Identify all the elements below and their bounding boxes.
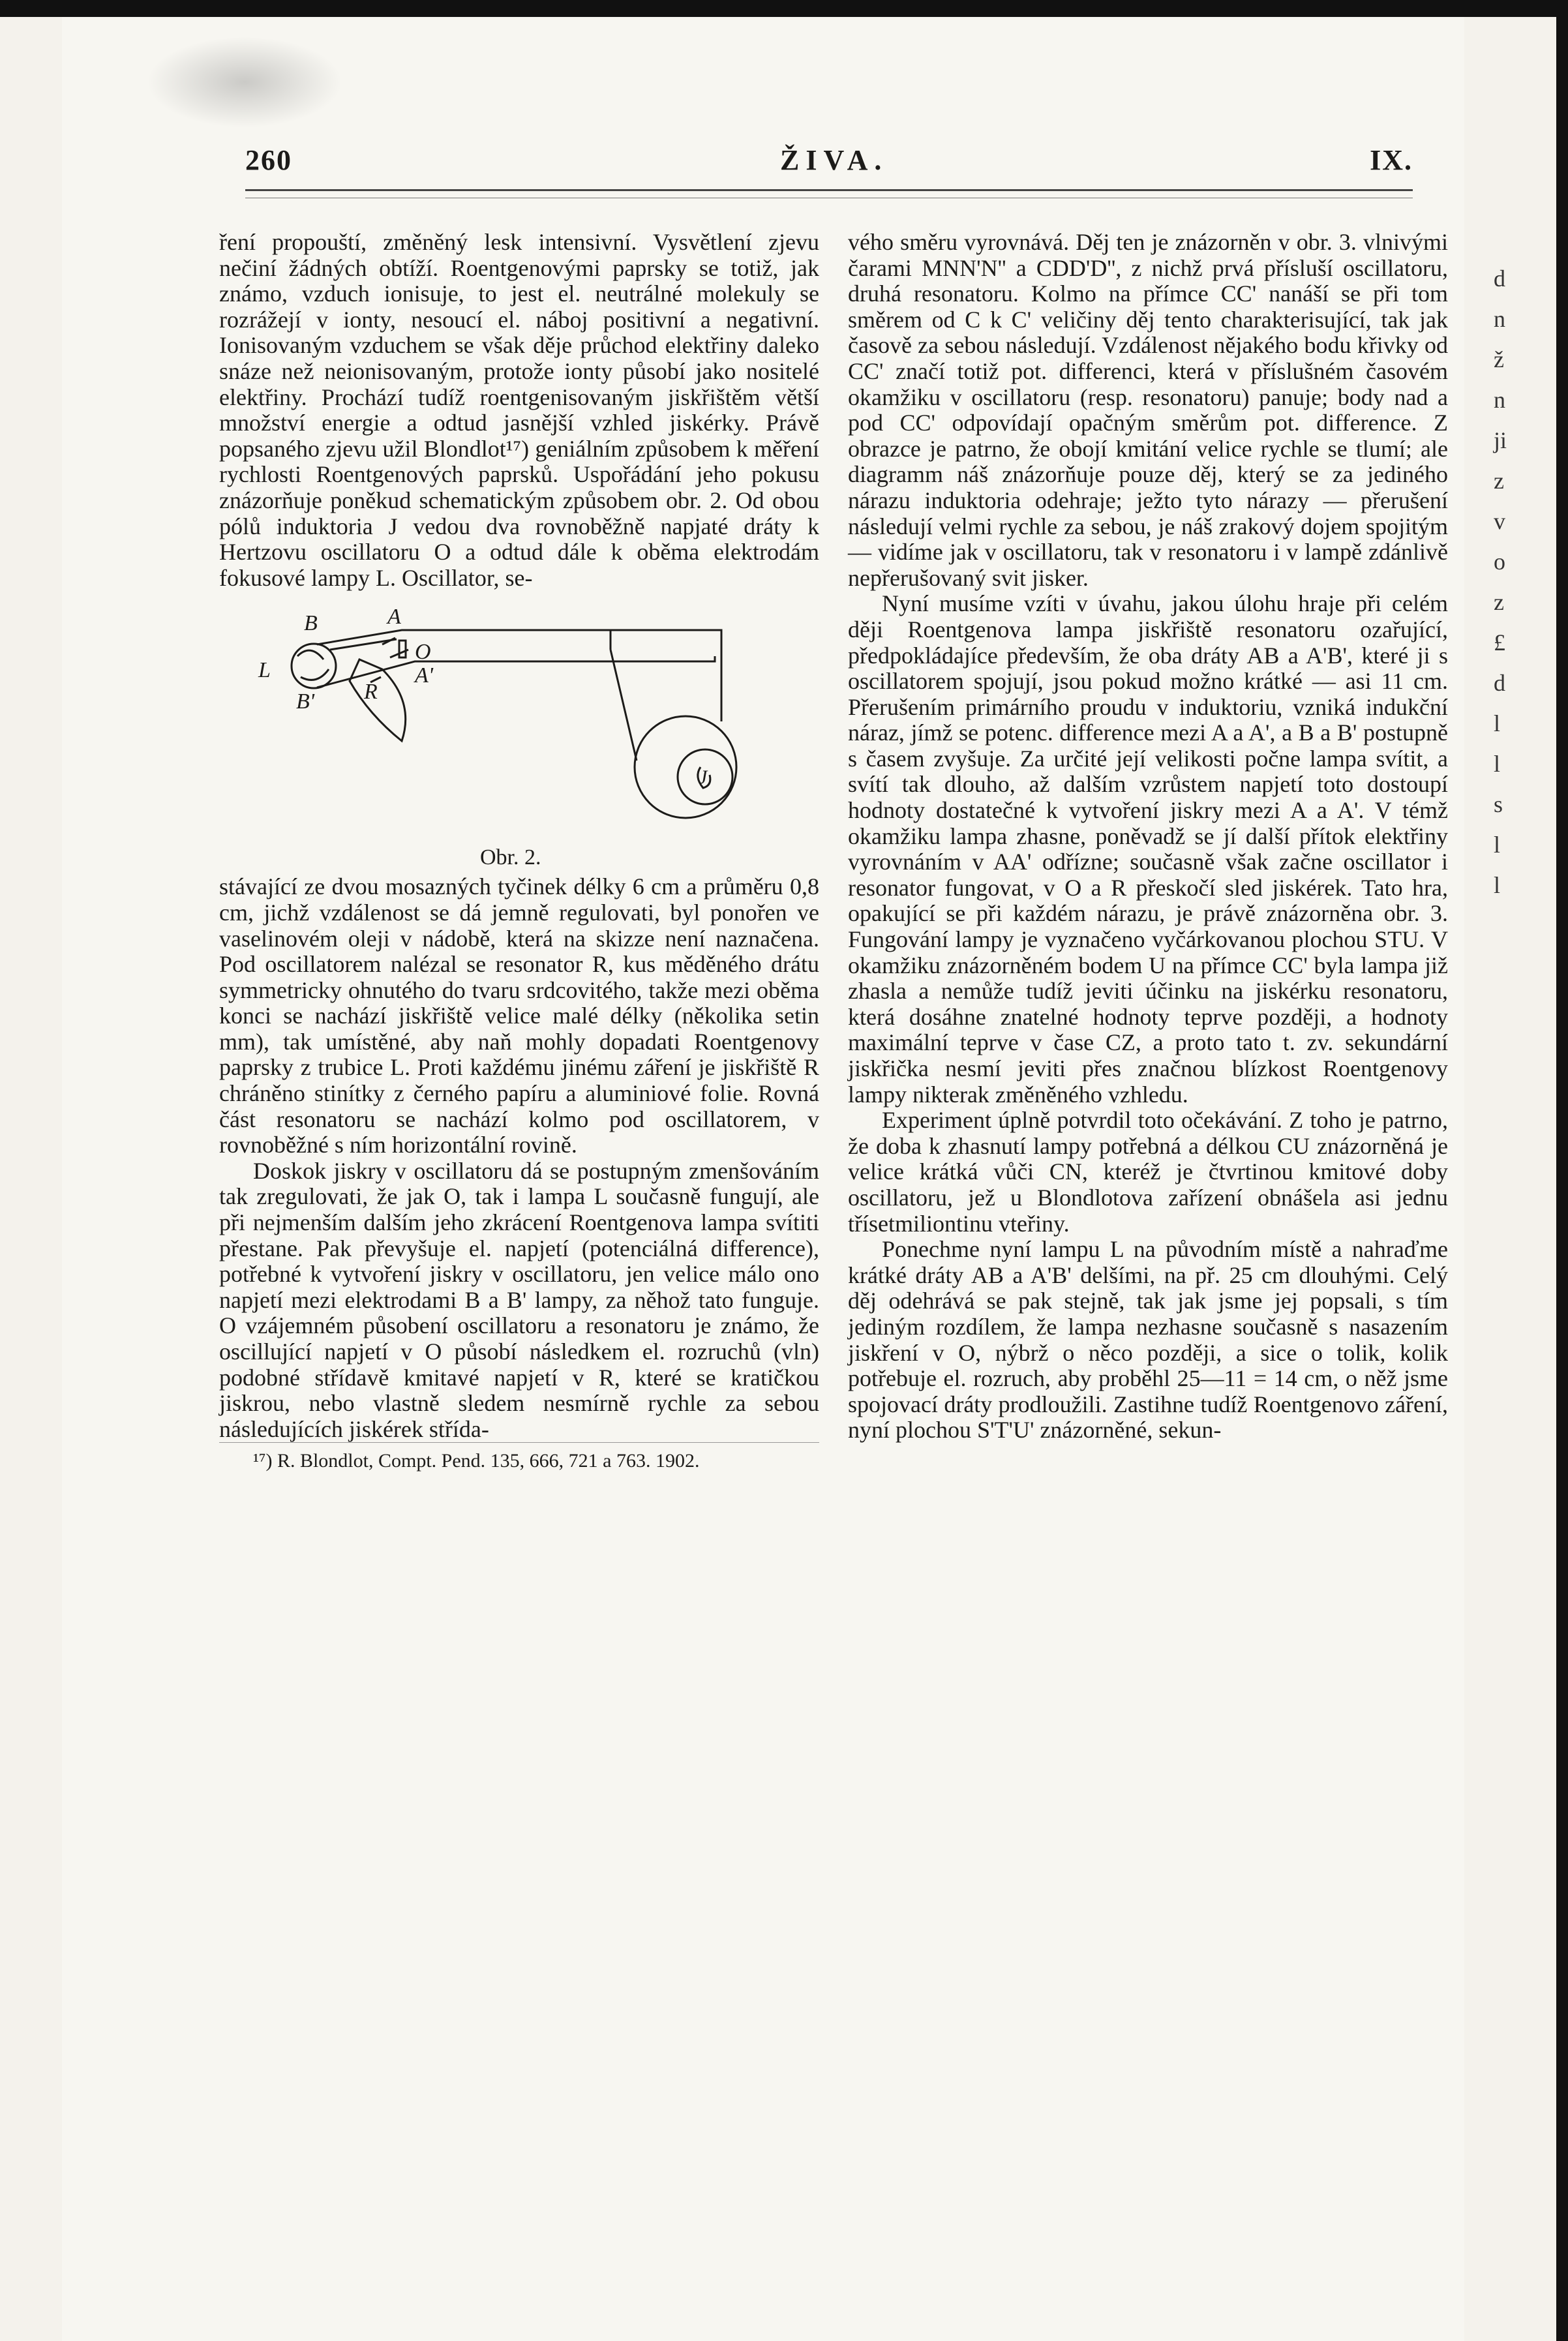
fragment: d — [1494, 265, 1505, 292]
paragraph: stávající ze dvou mosazných tyčinek délky 6 cm a průměru 0,8 cm, jichž vzdálenost se dá jemně regulovati, byl ponořen ve vaselinovém oleji v nádobě, která na skizze není naznačena. Pod oscillatorem nalézal se resonator R, kus měděného drátu symmetricky ohnutého do tvaru srdcovitého, takže mezi oběma konci se nachází jiskřiště velice malé délky (několika setin mm), tak umístěné, aby naň mohly dopadati Roentgenovy paprsky z trubice L. Proti každému jinému záření je jiskřiště R chráněno stinítky z černého papíru a aluminiové folie. Rovná část resonatoru se nachází kolmo pod oscillatorem, v rovnoběžné s ním horizontální rovině. — [219, 873, 819, 1158]
label-o: O — [415, 640, 431, 665]
fragment: ž — [1494, 346, 1504, 372]
adjacent-page-fragments — [1494, 261, 1539, 908]
induction-coil-j — [635, 716, 736, 818]
fragment: l — [1494, 872, 1501, 898]
lamp-l — [292, 644, 336, 688]
label-b: B — [304, 611, 318, 636]
scan-smudge — [147, 37, 342, 128]
fragment: s — [1494, 791, 1503, 817]
fragment: £ — [1494, 629, 1505, 656]
label-a: A — [387, 605, 401, 629]
running-header — [245, 143, 1413, 183]
induction-apparatus-diagram — [219, 604, 819, 852]
fragment: z — [1494, 589, 1504, 615]
fragment: z — [1494, 468, 1504, 494]
paragraph: Experiment úplně potvrdil toto očekávání. Z toho je patrno, že doba k zhasnutí lampy potřebná a délkou CU znázorněná je velice krátká vůči CN, kteréž je čtvrtinou kmitové doby oscillatoru, jež u Blondlotova zařízení obnášela asi jednu třísetmiliontinu vteřiny. — [848, 1107, 1448, 1237]
parallel-wires — [317, 630, 721, 761]
label-l: L — [258, 658, 271, 683]
figure-caption: Obr. 2. — [480, 845, 541, 870]
volume-number: IX. — [1370, 144, 1413, 176]
paragraph: Ponechme nyní lampu L na původním místě a nahraďme krátké dráty AB a A'B' delšími, na př. 25 cm dlouhými. Celý děj odehrává se pak stejně, tak jak jsme jej popsali, s tím jediným rozdílem, že lampa nezhasne současně s nasazením jiskření v O, nýbrž o něco později, a sice o tolik, kolik potřebuje el. rozruch, aby proběhl 25—11 = 14 cm, o něž jsme spojovací dráty prodloužili. Zastihne tudíž Roentgenovo záření, nyní plochou S'T'U' znázorněné, sekun- — [848, 1236, 1448, 1443]
paragraph: Doskok jiskry v oscillatoru dá se postupným zmenšováním tak zregulovati, že jak O, tak i lampa L současně fungují, ale při nejmenším dalším jeho zkrácení Roentgenova lampa svítiti přestane. Pak převyšuje el. napjetí (potenciálná difference), potřebné k vytvoření jiskry v oscillatoru, jen velice málo ono napjetí mezi elektrodami B a B' lampy, za něhož tato funguje. O vzájemném působení oscillatoru a resonatoru je známo, že oscillující napjetí v O působí následkem el. rozruchů (vln) podobné střídavě kmitavé napjetí v R, které se kratičkou jiskrou, nebo vlastně sledem nesmírně rychle za sebou následujících jiskérek střída- — [219, 1157, 819, 1442]
label-a-prime: A' — [415, 663, 434, 688]
fragment: l — [1494, 832, 1501, 858]
header-rule — [245, 189, 1413, 198]
fragment: l — [1494, 710, 1501, 736]
paragraph: ření propouští, změněný lesk intensivní. Vysvětlení zjevu nečiní žádných obtíží. Roentgenovými paprsky se totiž, jak známo, vzduch ionisuje, to jest el. neutrálné molekuly se rozrážejí v ionty, nesoucí el. náboj positivní a negativní. Ionisovaným vzduchem se však děje průchod elektřiny daleko snáze než neionisovaným, protože ionty působí jako nositelé elektřiny. Prochází tudíž roentgenisovaným jiskřištěm větší množství energie a odtud jasnější vzhled jiskérky. Právě popsaného zjevu užil Blondlot¹⁷) geniálním způsobem k měření rychlosti Roentgenových paprsků. Uspořádání jeho pokusu znázorňuje poněkud schematickým způsobem obr. 2. Od obou pólů induktoria J vedou dva rovnoběžně napjaté dráty k Hertzovu oscillatoru O a odtud dále k oběma elektrodám fokusové lampy L. Oscillator, se- — [219, 229, 819, 591]
right-column — [848, 230, 1448, 1443]
left-column — [219, 230, 819, 1473]
fragment: n — [1494, 306, 1505, 332]
fragment: ji — [1494, 427, 1507, 453]
figure-2 — [219, 604, 819, 870]
paragraph: Nyní musíme vzíti v úvahu, jakou úlohu hraje při celém ději Roentgenova lampa jiskřiště resonatoru ozařující, předpokládajíce především, že oba dráty AB a A'B', které ji s oscillatorem spojují, jsou pokud možno krátké — asi 11 cm. Přerušením primárního proudu v induktoriu, vzniká indukční náraz, jímž se potenc. difference mezi A a A', a B a B' postupně s časem zvyšuje. Za určité její velikosti počne lampa svítit, a svítí tak dlouho, až dalším vzrůstem napjetí toto dostoupí hodnoty dostatečné k vytvoření jiskry mezi A a A'. V témž okamžiku lampa zhasne, poněvadž se jí další přítok elektřiny vyrovnáním v AA' odřízne; současně však začne oscillator i resonator fungovat, v O a R přeskočí sled jiskérek. Tato hra, opakující se při každém nárazu, je právě znázorněna obr. 3. Fungování lampy je vyznačeno vyčárkovanou plochou STU. V okamžiku znázorněném bodem U na přímce CC' byla lampa již zhasla a nemůže tudíž jeviti účinku na jiskérku resonatoru, která dosáhne znatelné hodnoty teprve později, a hodnoty maximální teprve v čase CZ, a proto tato t. zv. sekundární jiskřička nesmí jeviti přes značnou blízkost Roentgenovy lampy nikterak změněného vzhledu. — [848, 590, 1448, 1108]
label-r: R — [364, 680, 378, 704]
journal-title: ŽIVA. — [780, 144, 888, 176]
scan-border-top — [0, 0, 1568, 17]
fragment: n — [1494, 387, 1505, 413]
fragment: o — [1494, 549, 1505, 575]
label-b-prime: B' — [296, 689, 315, 714]
fragment: d — [1494, 670, 1505, 696]
page-number: 260 — [245, 144, 292, 176]
paragraph: vého směru vyrovnává. Děj ten je znázorněn v obr. 3. vlnivými čarami MNN'N'' a CDD'D'', z nichž prvá přísluší oscillatoru, druhá resonatoru. Kolmo na přímce CC' nanáší se při tom směrem od C k C' veličiny děj tento charakterisující, tak jak časově za sebou následují. Vzdálenost nějakého bodu křivky od CC' značí totiž pot. differenci, která v příslušném časovém okamžiku v oscillatoru (resp. resonatoru) panuje; body nad a pod CC' odpovídají opačným směrům pot. difference. Z obrazce je patrno, že obojí kmitání velice rychle se tlumí; ale diagramm náš znázorňuje pouze děj, který se za jediného nárazu induktoria odehraje; ježto tyto nárazy — přerušení následují velmi rychle za sebou, je náš zrakový dojem spojitým — vidíme jak v oscillatoru, tak v resonatoru i v lampě zdánlivě nepřerušovaný svit jisker. — [848, 229, 1448, 591]
scan-border-right — [1556, 0, 1568, 2341]
footnote: ¹⁷) R. Blondlot, Compt. Pend. 135, 666, 721 a 763. 1902. — [219, 1442, 819, 1473]
fragment: l — [1494, 751, 1501, 777]
fragment: v — [1494, 508, 1505, 534]
label-j: J — [699, 766, 708, 789]
